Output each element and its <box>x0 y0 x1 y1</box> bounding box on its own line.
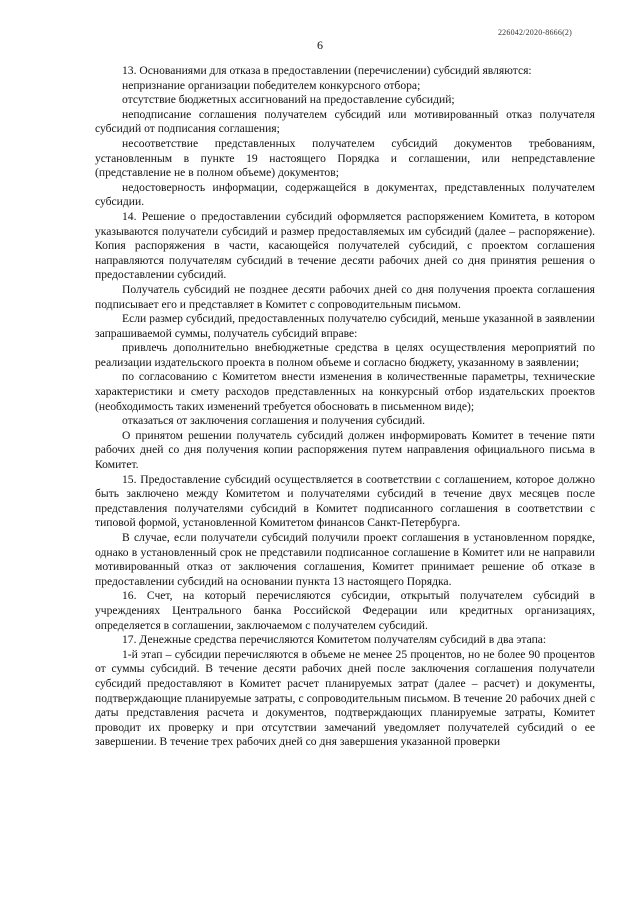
paragraph: недостоверность информации, содержащейся в документах, представленных получателем субсидии. <box>95 180 595 209</box>
paragraph: неподписание соглашения получателем субсидий или мотивированный отказ получателя субсидий от подписания соглашения; <box>95 107 595 136</box>
paragraph: 13. Основаниями для отказа в предоставлении (перечислении) субсидий являются: <box>122 64 532 77</box>
paragraph: 1-й этап – субсидии перечисляются в объеме не менее 25 процентов, но не более 90 процентов от суммы субсидий. В течение десяти рабочих дней после заключения соглашения получатели субсидий предоставляют в Комитет расчет планируемых затрат (далее – расчет) и документы, подтверждающие планируемые затраты, с сопроводительным письмом. В течение 20 рабочих дней с даты представления расчета и документов, подтверждающих планируемые затраты, Комитет проводит их проверку и при отсутствии замечаний уведомляет получателей субсидий о ее завершении. В течение трех рабочих дней со дня завершения указанной проверки <box>95 647 595 749</box>
paragraph: 17. Денежные средства перечисляются Комитетом получателям субсидий в два этапа: <box>122 633 547 647</box>
paragraph: непризнание организации победителем конкурсного отбора; <box>122 78 421 92</box>
paragraph: отказаться от заключения соглашения и получения субсидий. <box>122 414 426 428</box>
document-body <box>95 64 595 750</box>
paragraph: 15. Предоставление субсидий осуществляется в соответствии с соглашением, которое должно быть заключено между Комитетом и получателями субсидий в течение двух месяцев после представления получателями субсидий в Комитет подписанного соглашения в соответствии с типовой формой, установленной Комитетом финансов Санкт-Петербурга. <box>95 472 595 530</box>
paragraph: отсутствие бюджетных ассигнований на предоставление субсидий; <box>122 93 455 107</box>
document-id: 226042/2020-8666(2) <box>497 28 572 37</box>
paragraph: 14. Решение о предоставлении субсидий оформляется распоряжением Комитета, в котором указываются получатели субсидий и размер предоставляемых им субсидий (далее – распоряжение). Копия распоряжения в части, касающейся получателей субсидий, с проектом соглашения направляются получателям субсидий в течение десяти рабочих дней со дня принятия решения о предоставлении субсидий. <box>95 209 595 282</box>
paragraph: О принятом решении получатель субсидий должен информировать Комитет в течение пяти рабочих дней со дня получения копии распоряжения путем направления официального письма в Комитет. <box>95 428 595 472</box>
page-number: 6 <box>317 38 323 52</box>
paragraph: Получатель субсидий не позднее десяти рабочих дней со дня получения проекта соглашения подписывает его и представляет в Комитет с сопроводительным письмом. <box>95 282 595 311</box>
paragraph: 16. Счет, на который перечисляются субсидии, открытый получателем субсидий в учреждениях Центрального банка Российской Федерации или кредитных организациях, определяется в соглашении, заключаемом с получателем субсидий. <box>95 589 595 632</box>
paragraph: по согласованию с Комитетом внести изменения в количественные параметры, технические характеристики и смету расходов представленных на конкурсный отбор издательских проектов (необходимость таких изменений требуется обосновать в письменном виде); <box>95 370 595 413</box>
paragraph: В случае, если получатели субсидий получили проект соглашения в установленном порядке, однако в установленный срок не представили подписанное соглашение в Комитет или не направили мотивированный отказ от заключения соглашения, Комитет принимает решение об отказе в предоставлении субсидий на основании пункта 13 настоящего Порядка. <box>95 531 595 588</box>
paragraph: несоответствие представленных получателем субсидий документов требованиям, установленным в пункте 19 настоящего Порядка и соглашении, или непредставление (представление не в полном объеме) документов; <box>95 136 595 180</box>
paragraph: Если размер субсидий, предоставленных получателю субсидий, меньше указанной в заявлении запрашиваемой суммы, получатель субсидий вправе: <box>95 312 595 340</box>
paragraph: привлечь дополнительно внебюджетные средства в целях осуществления мероприятий по реализации издательского проекта в полном объеме и согласно бюджету, указанному в заявлении; <box>95 341 595 369</box>
